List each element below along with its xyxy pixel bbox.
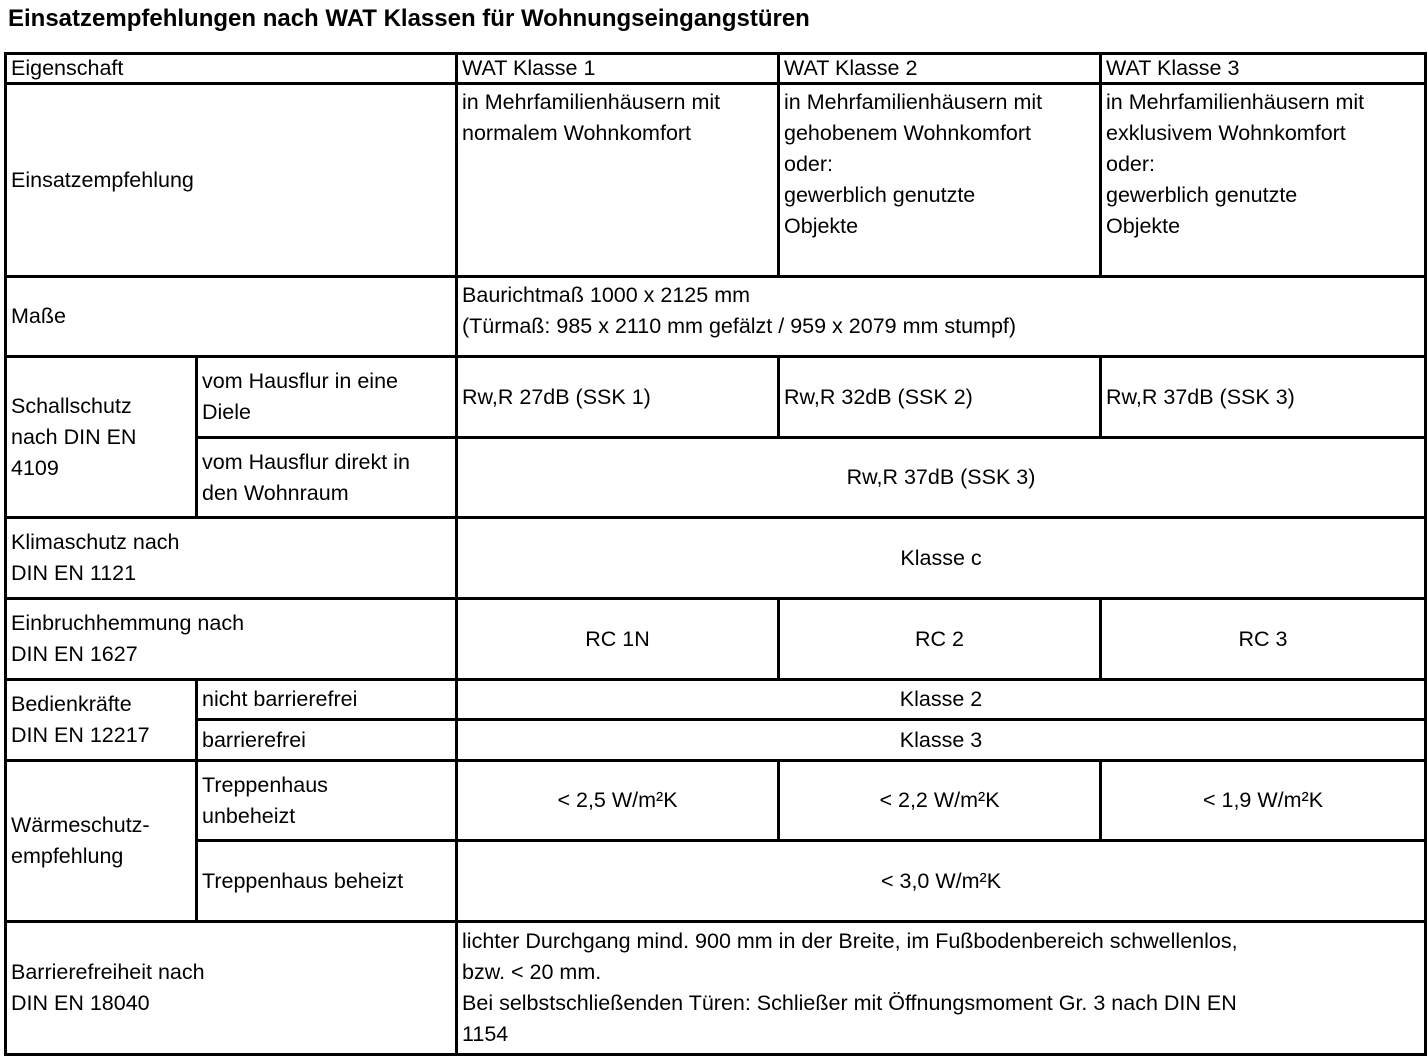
waermeschutz-unbeheizt-klasse-2: < 2,2 W/m²K [779, 761, 1101, 841]
table-row-waermeschutz-unbeheizt [6, 761, 1426, 841]
header-wat-klasse-3: WAT Klasse 3 [1101, 54, 1426, 84]
bedienkraefte-barrierefrei-value: Klasse 3 [457, 720, 1426, 761]
waermeschutz-beheizt-value: < 3,0 W/m²K [457, 841, 1426, 922]
waermeschutz-sub-unbeheizt: Treppenhaus unbeheizt [197, 761, 457, 841]
table-row-masse [6, 277, 1426, 357]
page-title: Einsatzempfehlungen nach WAT Klassen für Wohnungseingangstüren [8, 5, 810, 32]
schallschutz-wohnraum-value: Rw,R 37dB (SSK 3) [457, 438, 1426, 518]
table-row-bedienkraefte-barrierefrei [6, 720, 1426, 761]
header-wat-klasse-2: WAT Klasse 2 [779, 54, 1101, 84]
bedienkraefte-sub-nicht-barrierefrei: nicht barrierefrei [197, 680, 457, 720]
einbruch-label: Einbruchhemmung nach DIN EN 1627 [6, 599, 457, 680]
table-row-einbruchhemmung [6, 599, 1426, 680]
schallschutz-diele-klasse-2: Rw,R 32dB (SSK 2) [779, 357, 1101, 438]
schallschutz-label: Schallschutz nach DIN EN 4109 [6, 357, 197, 518]
table-row-klimaschutz [6, 518, 1426, 599]
barrierefreiheit-label: Barrierefreiheit nach DIN EN 18040 [6, 922, 457, 1055]
wat-classes-table [4, 52, 1427, 1056]
table-row-barrierefreiheit [6, 922, 1426, 1055]
einbruch-klasse-3: RC 3 [1101, 599, 1426, 680]
bedienkraefte-nicht-barrierefrei-value: Klasse 2 [457, 680, 1426, 720]
masse-value: Baurichtmaß 1000 x 2125 mm (Türmaß: 985 x 2110 mm gefälzt / 959 x 2079 mm stumpf) [457, 277, 1426, 357]
header-eigenschaft: Eigenschaft [6, 54, 457, 84]
barrierefreiheit-value: lichter Durchgang mind. 900 mm in der Breite, im Fußbodenbereich schwellenlos, bzw. < 20 mm. Bei selbstschließenden Türen: Schließer mit Öffnungsmoment Gr. 3 nach DIN EN 1154 [457, 922, 1426, 1055]
waermeschutz-unbeheizt-klasse-3: < 1,9 W/m²K [1101, 761, 1426, 841]
bedienkraefte-label: Bedienkräfte DIN EN 12217 [6, 680, 197, 761]
schallschutz-diele-klasse-1: Rw,R 27dB (SSK 1) [457, 357, 779, 438]
table-header-row [6, 54, 1426, 84]
table-row-bedienkraefte-nicht-barrierefrei [6, 680, 1426, 720]
einbruch-klasse-1: RC 1N [457, 599, 779, 680]
einsatz-klasse-1: in Mehrfamilienhäusern mit normalem Wohnkomfort [457, 84, 779, 277]
waermeschutz-label: Wärmeschutz- empfehlung [6, 761, 197, 922]
masse-label: Maße [6, 277, 457, 357]
einsatz-label: Einsatzempfehlung [6, 84, 457, 277]
header-wat-klasse-1: WAT Klasse 1 [457, 54, 779, 84]
waermeschutz-unbeheizt-klasse-1: < 2,5 W/m²K [457, 761, 779, 841]
table-row-schallschutz-wohnraum [6, 438, 1426, 518]
schallschutz-diele-klasse-3: Rw,R 37dB (SSK 3) [1101, 357, 1426, 438]
waermeschutz-sub-beheizt: Treppenhaus beheizt [197, 841, 457, 922]
einbruch-klasse-2: RC 2 [779, 599, 1101, 680]
schallschutz-sub-diele: vom Hausflur in eine Diele [197, 357, 457, 438]
klimaschutz-value: Klasse c [457, 518, 1426, 599]
table-row-einsatzempfehlung [6, 84, 1426, 277]
bedienkraefte-sub-barrierefrei: barrierefrei [197, 720, 457, 761]
table-row-waermeschutz-beheizt [6, 841, 1426, 922]
einsatz-klasse-3: in Mehrfamilienhäusern mit exklusivem Wohnkomfort oder: gewerblich genutzte Objekte [1101, 84, 1426, 277]
klimaschutz-label: Klimaschutz nach DIN EN 1121 [6, 518, 457, 599]
einsatz-klasse-2: in Mehrfamilienhäusern mit gehobenem Wohnkomfort oder: gewerblich genutzte Objekte [779, 84, 1101, 277]
table-row-schallschutz-diele [6, 357, 1426, 438]
schallschutz-sub-wohnraum: vom Hausflur direkt in den Wohnraum [197, 438, 457, 518]
